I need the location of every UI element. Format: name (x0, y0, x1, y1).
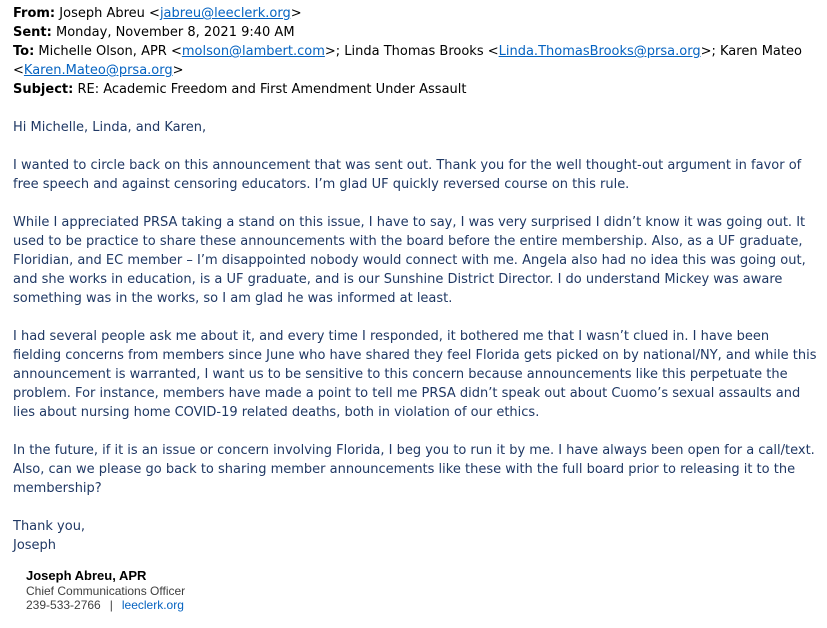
subject-value: RE: Academic Freedom and First Amendment Under Assault (77, 82, 467, 97)
sent-line (13, 23, 819, 42)
paragraph-3: I had several people ask me about it, and every time I responded, it bothered me that I wasn’t clued in. I have been fielding concerns from members since June who have shared they feel Florida gets picked on by national/NY, and while this announcement is warranted, I want us to be sensitive to this concern because announcements like this perpetuate the problem. For instance, members have made a point to tell me PRSA didn’t speak out about Cuomo’s sexual assaults and lies about nursing home COVID-19 related deaths, both in violation of our ethics. (13, 329, 817, 420)
sent-value: Monday, November 8, 2021 9:40 AM (56, 25, 295, 40)
to-recipient-1-email-link[interactable]: molson@lambert.com (181, 44, 325, 59)
paragraph-1: I wanted to circle back on this announcement that was sent out. Thank you for the well thought-out argument in favor of free speech and against censoring educators. I’m glad UF quickly reversed course on this rule. (13, 158, 802, 192)
sent-label: Sent: (13, 25, 52, 40)
email-message (13, 4, 819, 555)
email-body (13, 118, 819, 555)
to-line (13, 42, 819, 80)
to-recipient-2-email-link[interactable]: Linda.ThomasBrooks@prsa.org (498, 44, 701, 59)
subject-label: Subject: (13, 82, 74, 97)
from-email-link[interactable]: jabreu@leeclerk.org (159, 6, 291, 21)
paragraph-4: In the future, if it is an issue or concern involving Florida, I beg you to run it by me. I have always been open for a call/text. Also, can we please go back to sharing member announcements like these with the full board prior to releasing it to the membership? (13, 443, 815, 496)
signature-website-link[interactable]: leeclerk.org (121, 598, 184, 612)
to-recipient-3-email-link[interactable]: Karen.Mateo@prsa.org (23, 63, 173, 78)
paragraph-2: While I appreciated PRSA taking a stand on this issue, I have to say, I was very surprised I didn’t know it was going out. It used to be practice to share these announcements with the board before the entire membership. Also, as a UF graduate, Floridian, and EC member – I’m disappointed nobody would connect with me. Angela also had no idea this was going out, and she works in education, is a UF graduate, and is our Sunshine District Director. I do understand Mickey was aware something was in the works, so I am glad he was informed at least. (13, 215, 806, 306)
closing: Thank you, (13, 519, 86, 534)
from-line (13, 4, 819, 23)
signature-separator: | (109, 598, 113, 612)
to-end: > (172, 63, 184, 78)
signature-phone: 239-533-2766 (26, 598, 101, 612)
greeting: Hi Michelle, Linda, and Karen, (13, 120, 207, 135)
from-label: From: (13, 6, 56, 21)
to-recipient-1-name: Michelle Olson, APR < (38, 44, 182, 59)
to-recipient-3-name: >; Karen Mateo < (13, 44, 802, 78)
email-header (13, 4, 819, 99)
signature-contact (26, 598, 185, 612)
closing-name: Joseph (13, 538, 57, 553)
email-signature (26, 568, 185, 612)
signature-title: Chief Communications Officer (26, 584, 186, 598)
signature-name: Joseph Abreu, APR (26, 568, 147, 583)
to-recipient-2-name: >; Linda Thomas Brooks < (324, 44, 499, 59)
to-label: To: (13, 44, 35, 59)
from-name: Joseph Abreu < (59, 6, 160, 21)
subject-line (13, 80, 819, 99)
from-end: > (290, 6, 302, 21)
